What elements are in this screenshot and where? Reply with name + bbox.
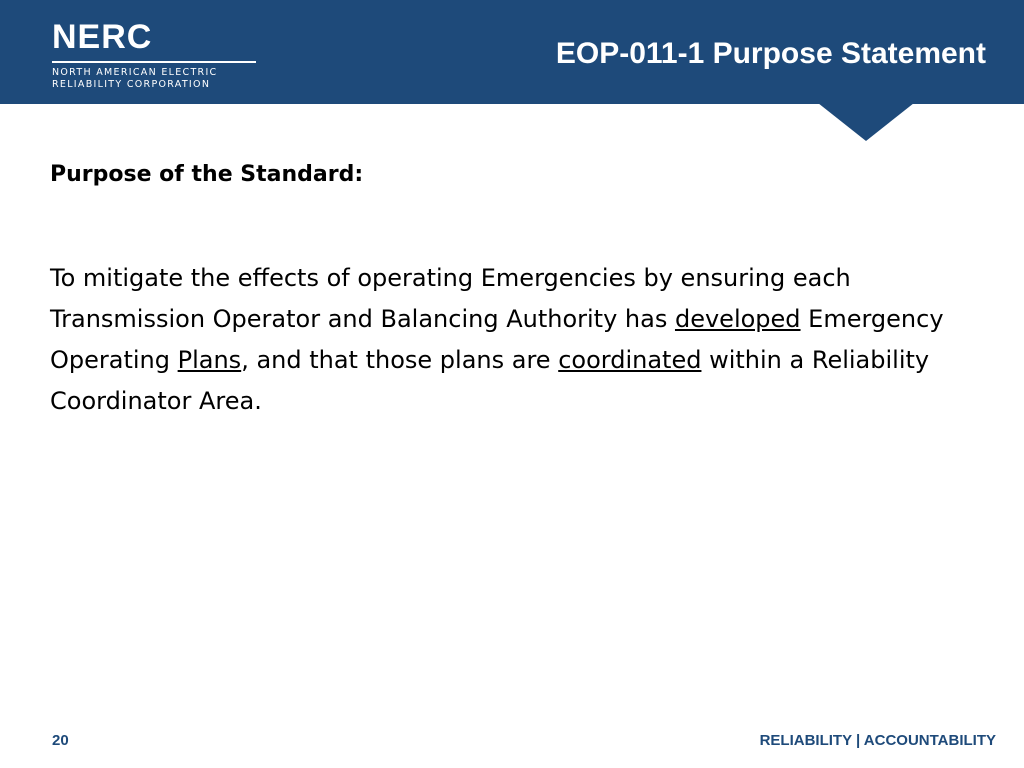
nerc-logo: [52, 20, 262, 90]
footer-tagline: RELIABILITY | ACCOUNTABILITY: [759, 732, 996, 749]
paragraph-text-2: Emergency Operating: [50, 305, 944, 374]
logo-subtitle-line2: RELIABILITY CORPORATION: [52, 79, 211, 90]
purpose-paragraph: [50, 258, 990, 422]
logo-subtitle-line1: NORTH AMERICAN ELECTRIC: [52, 67, 218, 78]
slide-title: EOP-011-1 Purpose Statement: [555, 37, 986, 70]
page-number: 20: [52, 732, 69, 749]
section-heading: Purpose of the Standard:: [50, 162, 364, 187]
paragraph-text-4: within a Reliability Coordinator Area.: [50, 346, 930, 415]
underlined-developed: developed: [674, 305, 801, 333]
header-pointer: [818, 103, 914, 141]
paragraph-text-1: To mitigate the effects of operating Emergencies by ensuring each Transmission Operator and Balancing Authority has: [50, 264, 851, 333]
paragraph-text-3: , and that those plans are: [241, 346, 559, 374]
logo-divider: [52, 61, 256, 63]
logo-wordmark: NERC: [52, 18, 153, 56]
underlined-plans: Plans: [177, 346, 242, 374]
underlined-coordinated: coordinated: [558, 346, 702, 374]
